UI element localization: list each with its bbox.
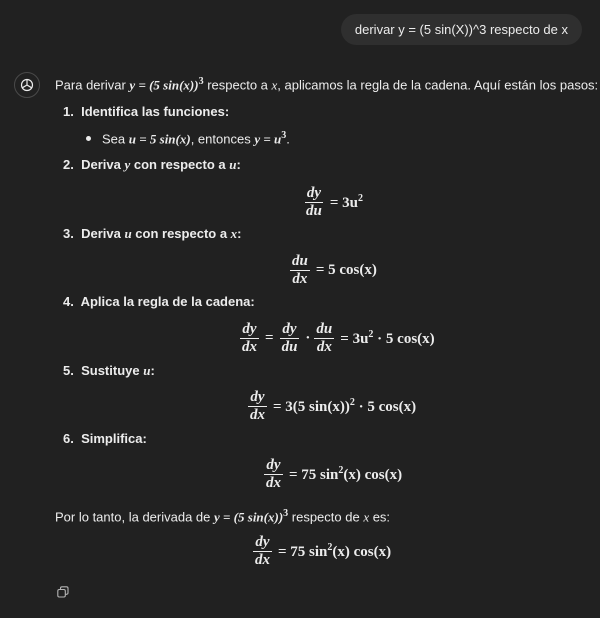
openai-logo-icon	[20, 78, 34, 92]
user-message-bubble: derivar y = (5 sin(X))^3 respecto de x	[341, 14, 582, 45]
equation-final: $\frac{dy}{dx}$ = 75 $\sin^2(x)$ cos(x)	[255, 534, 392, 568]
bullet-dot	[86, 136, 91, 141]
equation-simplified: $\frac{dy}{dx}$ = 75 $\sin^2(x)$ cos(x)	[266, 457, 403, 491]
bullet-text: Sea u = 5 sin(x), entonces $y = u^3$.	[102, 130, 290, 147]
step-4-heading: 4. Aplica la regla de la cadena:	[63, 294, 255, 309]
assistant-avatar	[14, 72, 40, 98]
step-5-heading: 5. Sustituye u:	[63, 363, 155, 378]
copy-icon[interactable]	[57, 586, 69, 598]
step-2-heading: 2. Deriva y con respecto a u:	[63, 157, 241, 172]
step-1-heading: 1. Identifica las funciones:	[63, 104, 230, 119]
equation-du-dx: $\frac{du}{dx}$ = 5 cos(x)	[292, 253, 377, 287]
step-6-heading: 6. Simplifica:	[63, 431, 147, 446]
equation-chain-rule: $\frac{dy}{dx}$ = $\frac{dy}{du}$ · $\frac{du}{dx}$ = $3u^2 \cdot 5$ cos(x)	[242, 321, 435, 355]
intro-text: Para derivar y = (5 sin(x))$^3$ respecto a x, aplicamos la regla de la cadena. Aquí están los pasos:	[55, 76, 599, 93]
conclusion-text: Por lo tanto, la derivada de y = (5 sin(x))$^3$ respecto de x es:	[55, 508, 391, 525]
equation-substitute: $\frac{dy}{dx}$ = 3(5 sin(x))$^2$ · 5 cos(x)	[250, 389, 417, 423]
step-3-heading: 3. Deriva u con respecto a x:	[63, 226, 242, 241]
equation-dy-du: $\frac{dy}{du}$ = $3u^2$	[306, 185, 363, 219]
